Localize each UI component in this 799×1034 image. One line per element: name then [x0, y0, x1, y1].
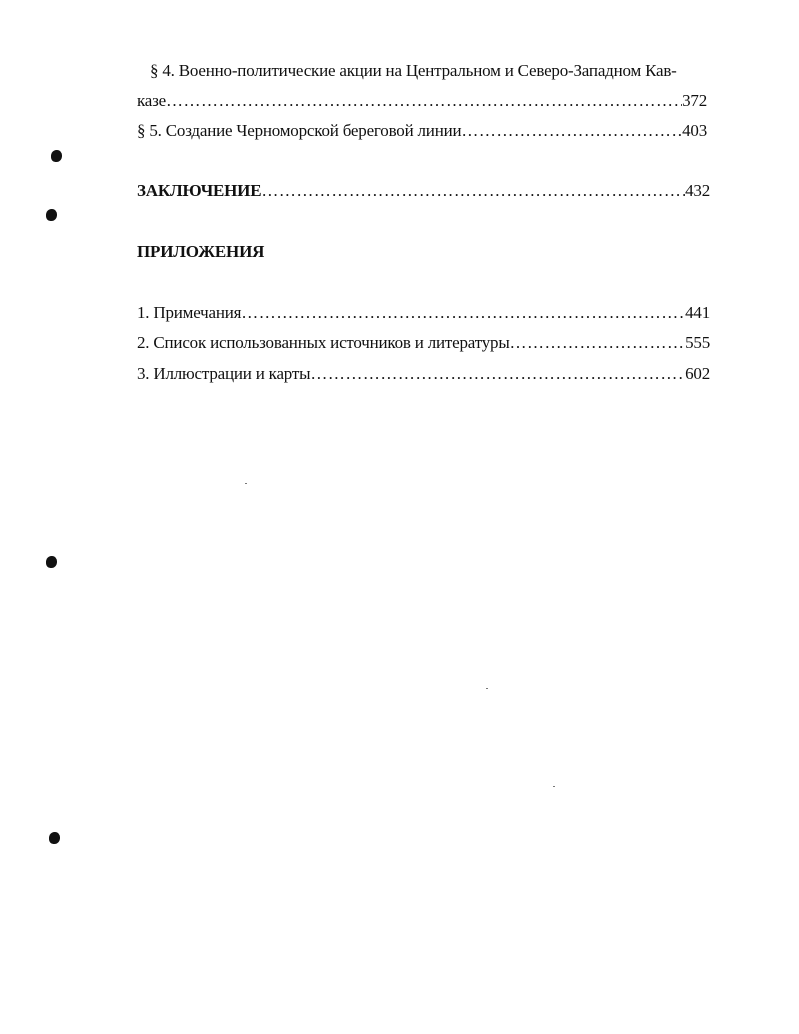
- toc-entry-label: § 5. Создание Черноморской береговой линии: [137, 121, 462, 140]
- toc-page-number: 403: [682, 121, 707, 140]
- scan-speck: [245, 483, 247, 484]
- toc-entry-appendix-1: [137, 303, 710, 323]
- leader-dots: [461, 121, 682, 141]
- punch-hole-mark: [46, 556, 57, 568]
- leader-dots: [510, 333, 686, 353]
- toc-entry-label: § 4. Военно-политические акции на Центральном и Северо-Западном Кав-: [150, 61, 677, 80]
- toc-page-number: 441: [685, 303, 710, 322]
- toc-entry-section5: [137, 121, 707, 141]
- appendices-heading: ПРИЛОЖЕНИЯ: [137, 242, 265, 261]
- toc-entry-appendix-2: [137, 333, 710, 353]
- toc-entry-label: 1. Примечания: [137, 303, 242, 322]
- toc-page-number: 372: [682, 91, 707, 110]
- scan-speck: [553, 786, 555, 787]
- toc-entry-section4-line1: [150, 61, 677, 81]
- toc-entry-label: 2. Список использованных источников и литературы: [137, 333, 510, 352]
- toc-page-number: 555: [685, 333, 710, 352]
- toc-entry-label: казе: [137, 91, 167, 110]
- toc-entry-label: ЗАКЛЮЧЕНИЕ: [137, 181, 262, 200]
- punch-hole-mark: [49, 832, 60, 844]
- toc-entry-conclusion: [137, 181, 710, 201]
- leader-dots: [310, 364, 685, 384]
- toc-entry-section4-line2: [137, 91, 707, 111]
- leader-dots: [241, 303, 685, 323]
- punch-hole-mark: [46, 209, 57, 221]
- toc-entry-label: 3. Иллюстрации и карты: [137, 364, 311, 383]
- punch-hole-mark: [51, 150, 62, 162]
- toc-page-number: 432: [685, 181, 710, 200]
- leader-dots: [166, 91, 682, 111]
- toc-entry-appendix-3: [137, 364, 710, 384]
- leader-dots: [261, 181, 685, 201]
- toc-page-number: 602: [685, 364, 710, 383]
- scan-speck: [486, 688, 488, 689]
